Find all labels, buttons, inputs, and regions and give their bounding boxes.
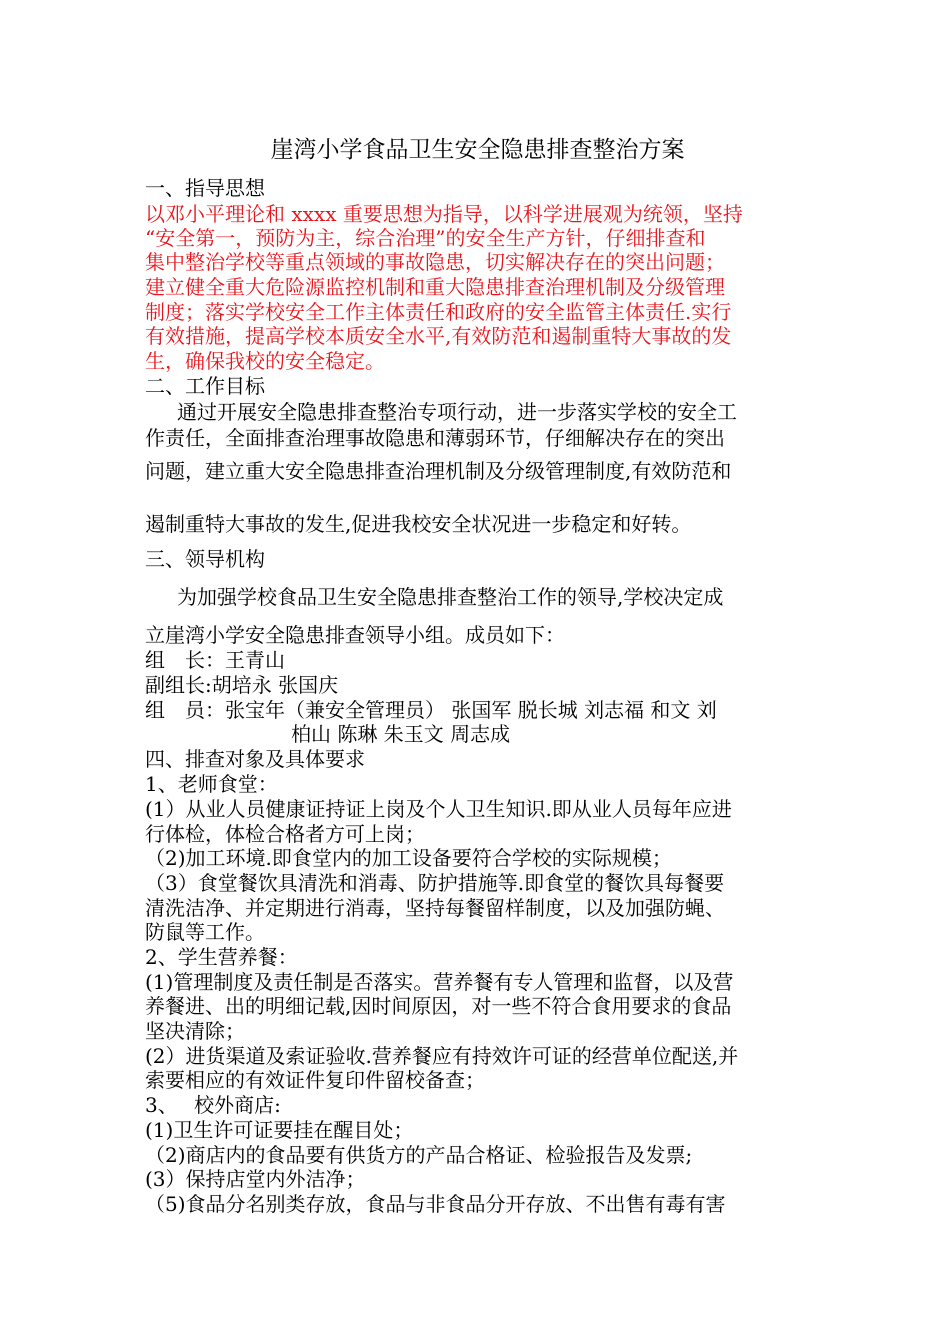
list-item: 3、 校外商店: xyxy=(145,1093,281,1117)
paragraph-line: 集中整治学校等重点领域的事故隐患，切实解决存在的突出问题； xyxy=(145,250,725,274)
section-heading-work-goals: 二、工作目标 xyxy=(145,374,265,398)
list-item: （3）食堂餐饮具清洗和消毒、防护措施等.即食堂的餐饮具每餐要 xyxy=(145,871,725,895)
list-item: (2）进货渠道及索证验收.营养餐应有持效许可证的经营单位配送,并 xyxy=(145,1044,739,1068)
vice-leader-line: 副组长:胡培永 张国庆 xyxy=(145,673,339,697)
list-item: 行体检，体检合格者方可上岗； xyxy=(145,822,425,846)
list-item: 养餐进、出的明细记载,因时间原因，对一些不符合食用要求的食品 xyxy=(145,994,732,1018)
paragraph-line: 立崖湾小学安全隐患排查领导小组。成员如下： xyxy=(145,623,565,647)
document-title: 崖湾小学食品卫生安全隐患排查整治方案 xyxy=(270,137,685,163)
section-heading-leadership: 三、领导机构 xyxy=(145,547,265,571)
paragraph-line: 为加强学校食品卫生安全隐患排查整治工作的领导,学校决定成 xyxy=(177,585,724,609)
paragraph-line: 建立健全重大危险源监控机制和重大隐患排查治理机制及分级管理 xyxy=(145,275,725,299)
members-line-continued: 柏山 陈琳 朱玉文 周志成 xyxy=(291,722,511,746)
paragraph-line: 问题，建立重大安全隐患排查治理机制及分级管理制度,有效防范和 xyxy=(145,459,732,483)
list-item: 1、老师食堂： xyxy=(145,772,278,796)
paragraph-line: 通过开展安全隐患排查整治专项行动，进一步落实学校的安全工 xyxy=(177,400,737,424)
paragraph-line: 制度；落实学校安全工作主体责任和政府的安全监管主体责任.实行 xyxy=(145,300,732,324)
list-item: (3）保持店堂内外洁净； xyxy=(145,1167,366,1191)
list-item: 索要相应的有效证件复印件留校备查； xyxy=(145,1068,485,1092)
paragraph-line: “安全第一，预防为主，综合治理”的安全生产方针，仔细排查和 xyxy=(145,226,706,250)
list-item: （2)商店内的食品要有供货方的产品合格证、检验报告及发票; xyxy=(145,1143,693,1167)
list-item: 清洗洁净、并定期进行消毒，坚持每餐留样制度，以及加强防蝇、 xyxy=(145,896,725,920)
paragraph-line: 遏制重特大事故的发生,促进我校安全状况进一步稳定和好转。 xyxy=(145,512,692,536)
members-line: 组 员：张宝年（兼安全管理员） 张国军 脱长城 刘志福 和文 刘 xyxy=(145,698,717,722)
section-heading-inspection: 四、排查对象及具体要求 xyxy=(145,747,365,771)
list-item: (1)卫生许可证要挂在醒目处； xyxy=(145,1118,414,1142)
list-item: 2、学生营养餐： xyxy=(145,945,298,969)
paragraph-line: 生，确保我校的安全稳定。 xyxy=(145,349,385,373)
list-item: 防鼠等工作。 xyxy=(145,920,265,944)
list-item: （5)食品分名别类存放，食品与非食品分开存放、不出售有毒有害 xyxy=(145,1192,726,1216)
leader-line: 组 长：王青山 xyxy=(145,648,285,672)
section-heading-guiding-thought: 一、指导思想 xyxy=(145,176,265,200)
paragraph-line: 作责任，全面排查治理事故隐患和薄弱环节，仔细解决存在的突出 xyxy=(145,426,725,450)
paragraph-line: 有效措施，提高学校本质安全水平,有效防范和遏制重特大事故的发 xyxy=(145,324,732,348)
list-item: 坚决清除； xyxy=(145,1019,245,1043)
list-item: (1）从业人员健康证持证上岗及个人卫生知识.即从业人员每年应进 xyxy=(145,797,732,821)
paragraph-line: 以邓小平理论和 xxxx 重要思想为指导，以科学进展观为统领，坚持 xyxy=(145,202,743,226)
list-item: (1)管理制度及责任制是否落实。营养餐有专人管理和监督，以及营 xyxy=(145,970,734,994)
list-item: （2)加工环境.即食堂内的加工设备要符合学校的实际规模； xyxy=(145,846,672,870)
